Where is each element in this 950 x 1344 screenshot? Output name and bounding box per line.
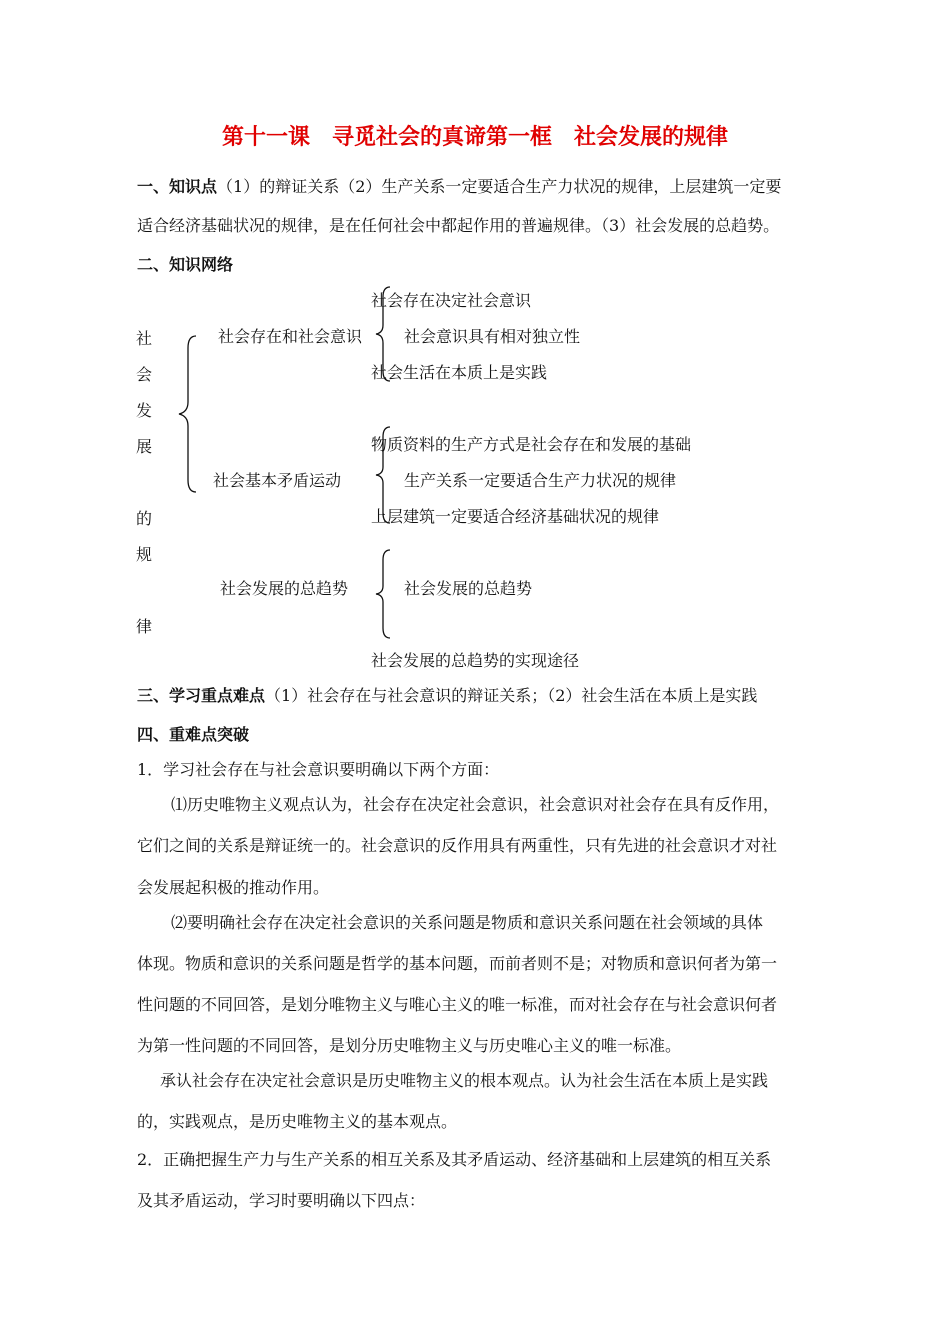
- paragraph-line: 承认社会存在决定社会意识是历史唯物主义的根本观点。认为社会生活在本质上是实践: [160, 1071, 769, 1090]
- branch-brace: [374, 548, 394, 640]
- section-heading: 一、知识点: [137, 177, 218, 196]
- paragraph-line: 它们之间的关系是辩证统一的。社会意识的反作用具有两重性，只有先进的社会意识才对社: [137, 836, 778, 855]
- branch-item: 物质资料的生产方式是社会存在和发展的基础: [371, 435, 692, 454]
- key-points-text: （1）社会存在与社会意识的辩证关系；（2）社会生活在本质上是实践: [265, 686, 758, 705]
- root-char: 展: [136, 437, 153, 456]
- root-char: 的: [136, 509, 153, 528]
- root-char: 社: [136, 329, 153, 348]
- paragraph-line: 2．正确把握生产力与生产关系的相互关系及其矛盾运动、经济基础和上层建筑的相互关系: [137, 1150, 772, 1169]
- paragraph-line: 及其矛盾运动，学习时要明确以下四点：: [137, 1191, 426, 1210]
- branch-label: 社会基本矛盾运动: [213, 471, 342, 490]
- paragraph-line: 体现。物质和意识的关系问题是哲学的基本问题，而前者则不是；对物质和意识何者为第一: [137, 954, 778, 973]
- section-heading: 三、学习重点难点: [137, 686, 266, 705]
- page-title: 第十一课 寻觅社会的真谛第一框 社会发展的规律: [221, 124, 728, 150]
- root-char: 会: [136, 365, 153, 384]
- branch-item: 社会存在决定社会意识: [371, 291, 532, 310]
- main-brace: [176, 334, 200, 494]
- branch-item: 社会生活在本质上是实践: [371, 363, 548, 382]
- branch-label: 社会存在和社会意识: [218, 327, 363, 346]
- branch-label: 社会发展的总趋势: [220, 579, 349, 598]
- paragraph-line: 会发展起积极的推动作用。: [137, 878, 330, 897]
- branch-item: 上层建筑一定要适合经济基础状况的规律: [371, 507, 660, 526]
- root-char: 规: [136, 545, 153, 564]
- root-char: 律: [136, 617, 153, 636]
- key-points-line: [137, 685, 757, 707]
- root-char: 发: [136, 401, 153, 420]
- knowledge-points-line-2: 适合经济基础状况的规律，是在任何社会中都起作用的普遍规律。（3）社会发展的总趋势。: [137, 216, 780, 235]
- branch-item: 生产关系一定要适合生产力状况的规律: [404, 471, 677, 490]
- paragraph-line: ⑵要明确社会存在决定社会意识的关系问题是物质和意识关系问题在社会领域的具体: [171, 913, 764, 932]
- branch-item: 社会发展的总趋势的实现途径: [371, 651, 580, 670]
- paragraph-line: 的，实践观点，是历史唯物主义的基本观点。: [137, 1112, 458, 1131]
- branch-item: 社会发展的总趋势: [404, 579, 533, 598]
- paragraph-line: 为第一性问题的不同回答，是划分历史唯物主义与历史唯心主义的唯一标准。: [137, 1036, 682, 1055]
- knowledge-points-text: （1）的辩证关系（2）生产关系一定要适合生产力状况的规律，上层建筑一定要: [217, 177, 782, 196]
- section-heading: 四、重难点突破: [137, 725, 250, 744]
- section-heading: 二、知识网络: [137, 255, 234, 274]
- paragraph-line: 性问题的不同回答，是划分唯物主义与唯心主义的唯一标准，而对社会存在与社会意识何者: [137, 995, 778, 1014]
- knowledge-points-line-1: [137, 176, 781, 198]
- paragraph-line: 1．学习社会存在与社会意识要明确以下两个方面：: [137, 760, 500, 779]
- paragraph-line: ⑴历史唯物主义观点认为，社会存在决定社会意识，社会意识对社会存在具有反作用，: [171, 795, 780, 814]
- branch-item: 社会意识具有相对独立性: [404, 327, 581, 346]
